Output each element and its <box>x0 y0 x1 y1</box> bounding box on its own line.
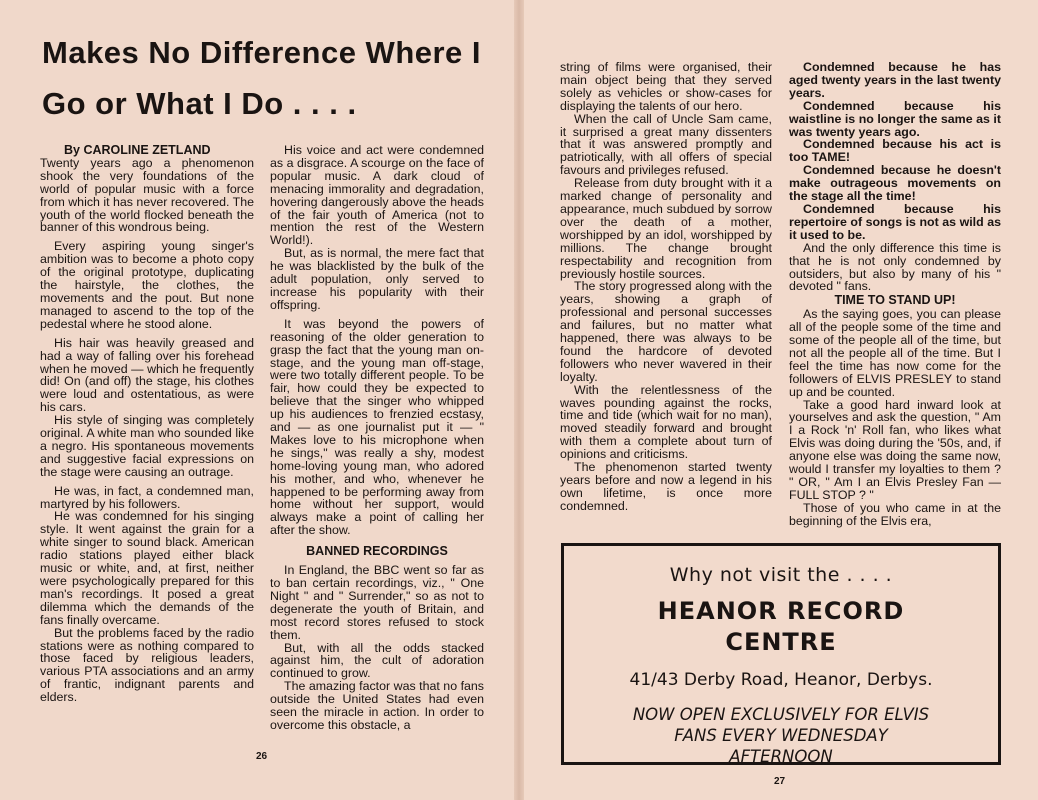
subhead-time-to-stand-up: TIME TO STAND UP! <box>834 293 956 308</box>
advertisement-box <box>561 543 1001 765</box>
paragraph: Condemned because his waistline is no longer the same as it was twenty years ago. <box>789 98 1001 139</box>
page-number-left: 26 <box>256 751 268 762</box>
paragraph: His hair was heavily greased and had a way of falling over his forehead when he moved — which he frequently did! On (and off) the stage, his clothes were loud and ostentatious, as were his cars. <box>40 335 254 415</box>
column-4 <box>789 61 1001 528</box>
paragraph: Condemned because his repertoire of songs is not as wild as it used to be. <box>789 201 1001 242</box>
headline-line-1: Makes No Difference Where I <box>42 35 482 70</box>
column-3 <box>560 61 772 513</box>
ad-store-name-line-2: CENTRE <box>725 628 837 656</box>
paragraph: The amazing factor was that no fans outside the United States had even seen the miracle in action. In order to overcome this obstacle, a <box>270 679 484 732</box>
paragraph: string of films were organised, their main object being that they served solely as vehicles or show-cases for displaying the talents of our hero. <box>560 60 772 113</box>
paragraph: Twenty years ago a phenomenon shook the very foundations of the world of popular music with a force from which it has never recovered. The youth of the world flocked beneath the banner of this wondrous being. <box>40 155 254 235</box>
paragraph: But, with all the odds stacked against him, the cult of adoration continued to grow. <box>270 640 484 681</box>
paragraph: With the relentlessness of the waves pounding against the rocks, time and tide (which wait for no man), moved steadily forward and brought with them a complete about turn of opinions and criticisms. <box>560 382 772 462</box>
paragraph: Every aspiring young singer's ambition was to become a photo copy of the original prototype, duplicating the hairstyle, the clothes, the movements and the pout. But none managed to ascend to the top of the pedestal where he stood alone. <box>40 239 254 331</box>
paragraph: He was, in fact, a condemned man, martyred by his followers. <box>40 483 254 511</box>
ad-store-name-line-1: HEANOR RECORD <box>657 597 905 625</box>
paragraph: In England, the BBC went so far as to ban certain recordings, viz., " One Night " and " Surrender," so as not to degenerate the youth of Britain, and most record stores refused to stock them. <box>270 563 484 642</box>
ad-invite: Why not visit the . . . . <box>669 564 893 586</box>
paragraph: But the problems faced by the radio stations were as nothing compared to those faced by religious leaders, various PTA associations and an army of frantic, indignant parents and elders. <box>40 625 254 705</box>
byline: By CAROLINE ZETLAND <box>64 143 211 157</box>
paragraph: Condemned because he doesn't make outrageous movements on the stage all the time! <box>789 163 1001 204</box>
paragraph: And the only difference this time is that he is not only condemned by outsiders, but also by many of his " devoted " fans. <box>789 240 1001 294</box>
paragraph: The phenomenon started twenty years before and now a legend in his own lifetime, is once more condemned. <box>560 460 772 513</box>
condemned-list <box>789 61 1001 242</box>
ad-opening-line-3: AFTERNOON <box>729 747 833 766</box>
paragraph: Condemned because he has aged twenty years in the last twenty years. <box>789 60 1001 100</box>
paragraph: As the saying goes, you can please all of the people some of the time and some of the people all of the time, but not all the people all of the time. But I feel the time has now come for the followers of ELVIS PRESLEY to stand up and be counted. <box>789 307 1001 399</box>
paragraph: It was beyond the powers of reasoning of the older generation to grasp the fact that the young man on-stage, and the young man off-stage, were two totally different people. To be fair, how could they be expected to believe that the singer who whipped up his audiences to frenzied ecstasy, and — as one journalist put it — " Makes love to his microphone when he sings," was really a shy, modest home-loving young man, who adored his mother, and who, whenever he happened to be performing away from home without her support, would always make a point of calling her after the show. <box>270 316 484 538</box>
paragraph: Release from duty brought with it a marked change of personality and appearance, much subdued by sorrow over the death of a mother, worshipped by an idol, worshipped by millions. The change brought respectability and recognition from previously hostile sources. <box>560 176 772 281</box>
ad-opening-line-1: NOW OPEN EXCLUSIVELY FOR ELVIS <box>632 705 930 724</box>
page-gutter <box>514 0 524 800</box>
column-1 <box>40 144 254 704</box>
ad-address: 41/43 Derby Road, Heanor, Derbys. <box>629 670 933 690</box>
headline-line-2: Go or What I Do . . . . <box>42 86 357 121</box>
ad-opening-notice <box>564 704 998 767</box>
paragraph: Take a good hard inward look at yourselves and ask the question, " Am I a Rock 'n' Roll fan, who likes what Elvis was doing during the '50s, and, if anyone else was doing the same now, would I transfer my loyalties to them ? " OR, " Am I an Elvis Presley Fan — FULL STOP ? " <box>789 397 1001 502</box>
paragraph: His style of singing was completely original. A white man who sounded like a negro. His spontaneous movements and suggestive facial expressions on the stage were causing an outrage. <box>40 413 254 479</box>
paragraph: But, as is normal, the mere fact that he was blacklisted by the bulk of the adult population, only served to increase his popularity with their offspring. <box>270 246 484 312</box>
paragraph: The story progressed along with the years, showing a graph of professional and personal successes and failures, but no matter what happened, there was always to be found the hardcore of devoted followers who never wavered in their loyalty. <box>560 279 772 384</box>
page-number-right: 27 <box>774 776 786 787</box>
ad-opening-line-2: FANS EVERY WEDNESDAY <box>674 726 888 745</box>
paragraph: His voice and act were condemned as a disgrace. A scourge on the face of popular music. A dark cloud of menacing immorality and degradation, hovering dangerously above the heads of the fair youth of America (not to mention the rest of the Western World!). <box>270 143 484 248</box>
paragraph: When the call of Uncle Sam came, it surprised a great many dissenters that it was answered promptly and patriotically, with all offers of special favours and privileges refused. <box>560 111 772 178</box>
subhead-banned-recordings: BANNED RECORDINGS <box>306 544 448 559</box>
paragraph: He was condemned for his singing style. It went against the grain for a white singer to sound black. American radio stations played either black music or white, and, at first, neither were psychologically prepared for this man's recordings. It posed a great dilemma which the demands of the fans finally overcame. <box>40 509 254 627</box>
column-2 <box>270 144 484 732</box>
paragraph: Condemned because his act is too TAME! <box>789 137 1001 165</box>
ad-store-name <box>564 596 998 658</box>
paragraph: Those of you who came in at the beginning of the Elvis era, <box>789 500 1001 528</box>
